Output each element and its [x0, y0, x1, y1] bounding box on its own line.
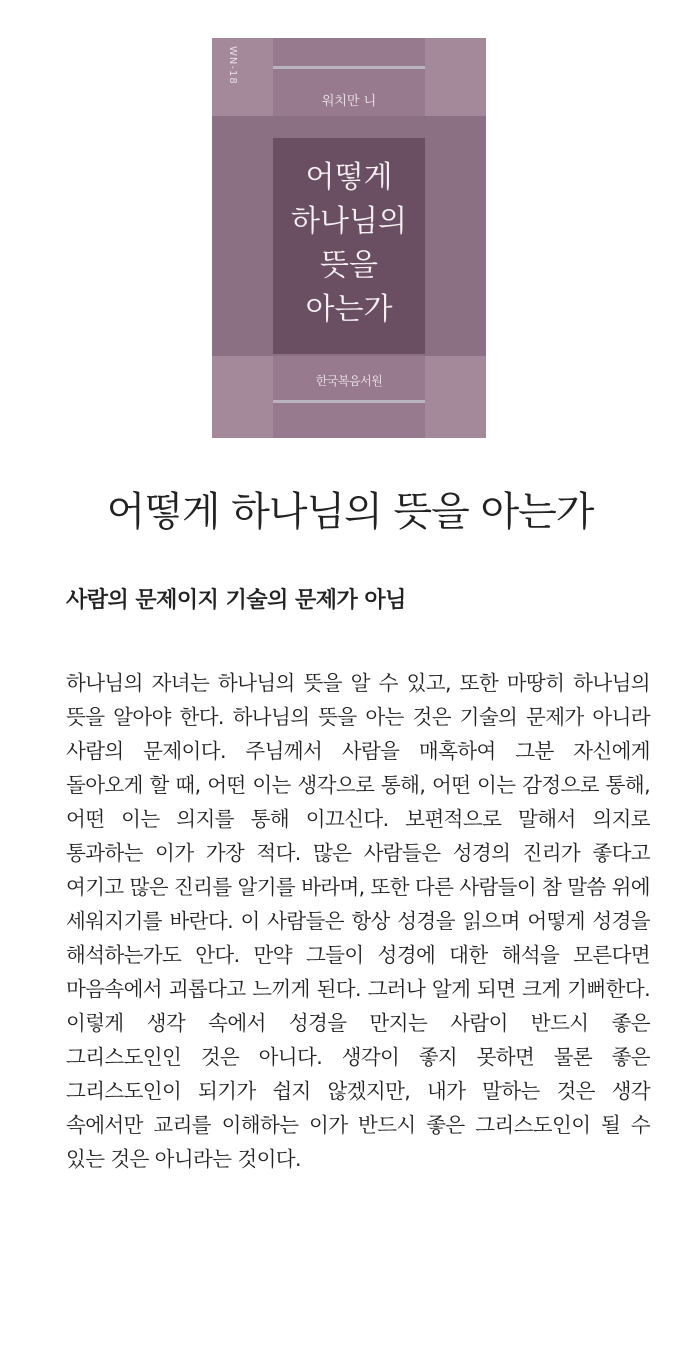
cover-title-line: 뜻을 — [320, 248, 378, 283]
cover-line-bottom — [273, 400, 425, 403]
section-subtitle: 사람의 문제이지 기술의 문제가 아님 — [66, 588, 406, 613]
cover-publisher: 한국복음서원 — [315, 374, 383, 388]
cover-title-line: 아는가 — [305, 292, 393, 327]
cover-line-top — [273, 66, 425, 69]
cover-title-line: 어떻게 — [305, 160, 393, 195]
book-cover-image — [212, 38, 486, 438]
cover-title — [273, 156, 425, 332]
body-paragraph: 하나님의 자녀는 하나님의 뜻을 알 수 있고, 또한 마땅히 하나님의 뜻을 알아야 한다. 하나님의 뜻을 아는 것은 기술의 문제가 아니라 사람의 문제이다. 주님께서 사람을 매혹하여 그분 자신에게 돌아오게 할 때, 어떤 이는 생각으로 통해, 어떤 이는 감정으로 통해, 어떤 이는 의지를 통해 이끄신다. 보편적으로 말해서 의지로 통과하는 이가 가장 적다. 많은 사람들은 성경의 진리가 좋다고 여기고 많은 진리를 알기를 바라며, 또한 다른 사람들이 참 말씀 위에 세워지기를 바란다. 이 사람들은 항상 성경을 읽으며 어떻게 성경을 해석하는가도 안다. 만약 그들이 성경에 대한 해석을 모른다면 마음속에서 괴롭다고 느끼게 된다. 그러나 알게 되면 크게 기뻐한다. 이렇게 생각 속에서 성경을 만지는 사람이 반드시 좋은 그리스도인인 것은 아니다. 생각이 좋지 못하면 물론 좋은 그리스도인이 되기가 쉽지 않겠지만, 내가 말하는 것은 생각 속에서만 교리를 이해하는 이가 반드시 좋은 그리스도인이 될 수 있는 것은 아니라는 것이다. — [66, 671, 650, 1171]
cover-series-code: WN-18 — [227, 46, 238, 85]
cover-title-line: 하나님의 — [291, 204, 407, 239]
page-title: 어떻게 하나님의 뜻을 아는가 — [106, 489, 594, 535]
cover-author: 워치만 니 — [321, 94, 377, 109]
